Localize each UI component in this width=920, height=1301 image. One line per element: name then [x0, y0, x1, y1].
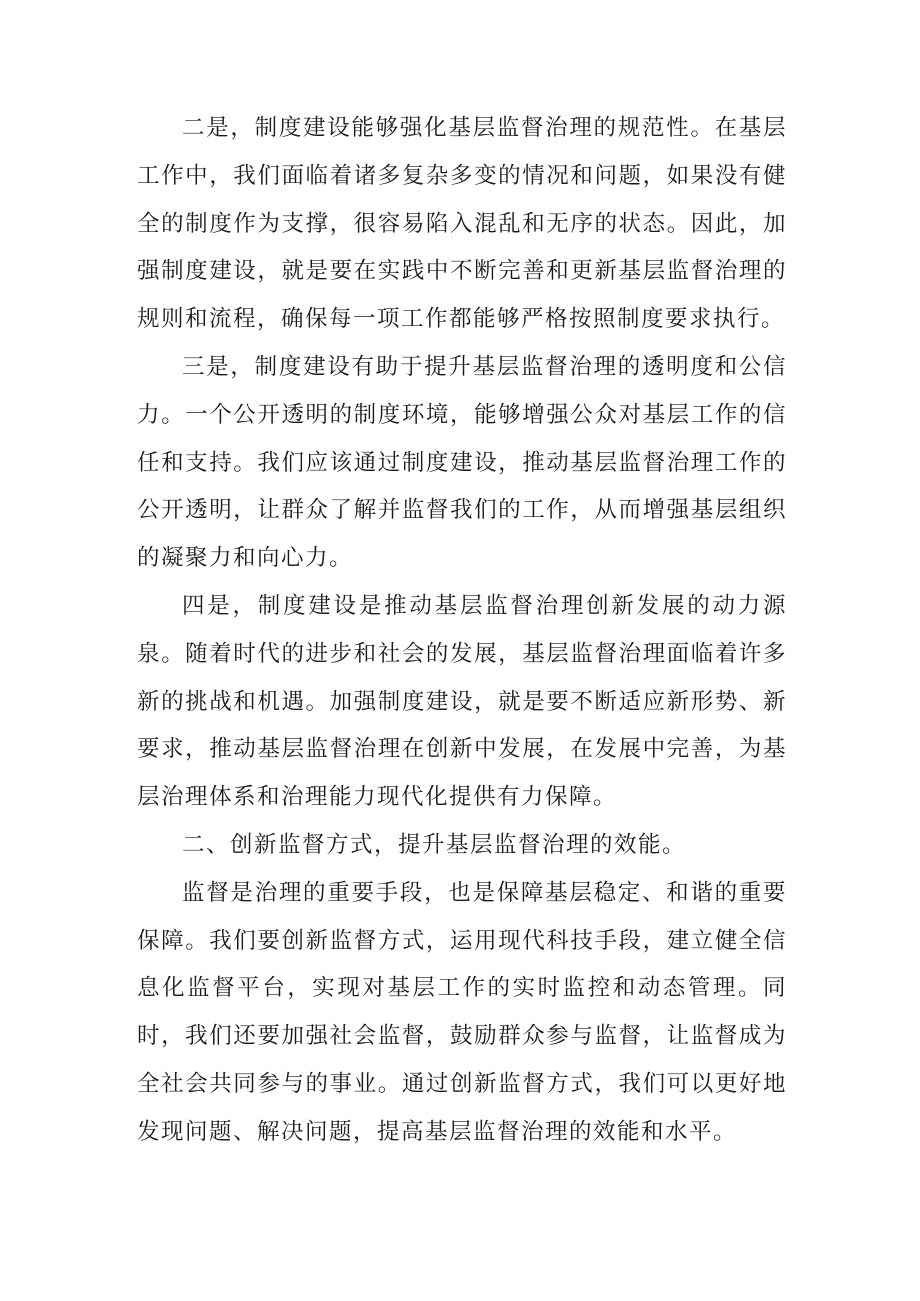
paragraph-institution-innovation: 四是，制度建设是推动基层监督治理创新发展的动力源泉。随着时代的进步和社会的发展，基层监督治理面临着许多新的挑战和机遇。加强制度建设，就是要不断适应新形势、新要求，推动基层监督治理在创新中发展，在发展中完善，为基层治理体系和治理能力现代化提供有力保障。	[137, 592, 787, 811]
section-heading-innovate-supervision: 二、创新监督方式，提升基层监督治理的效能。	[182, 831, 687, 858]
paragraph-institution-transparency: 三是，制度建设有助于提升基层监督治理的透明度和公信力。一个公开透明的制度环境，能够增强公众对基层工作的信任和支持。我们应该通过制度建设，推动基层监督治理工作的公开透明，让群众了解并监督我们的工作，从而增强基层组织的凝聚力和向心力。	[137, 353, 787, 572]
paragraph-supervision-methods: 监督是治理的重要手段，也是保障基层稳定、和谐的重要保障。我们要创新监督方式，运用现代科技手段，建立健全信息化监督平台，实现对基层工作的实时监控和动态管理。同时，我们还要加强社会监督，鼓励群众参与监督，让监督成为全社会共同参与的事业。通过创新监督方式，我们可以更好地发现问题、解决问题，提高基层监督治理的效能和水平。	[137, 879, 787, 1145]
paragraph-institution-standardization: 二是，制度建设能够强化基层监督治理的规范性。在基层工作中，我们面临着诸多复杂多变的情况和问题，如果没有健全的制度作为支撑，很容易陷入混乱和无序的状态。因此，加强制度建设，就是要在实践中不断完善和更新基层监督治理的规则和流程，确保每一项工作都能够严格按照制度要求执行。	[137, 115, 787, 333]
document-body	[137, 105, 787, 1157]
